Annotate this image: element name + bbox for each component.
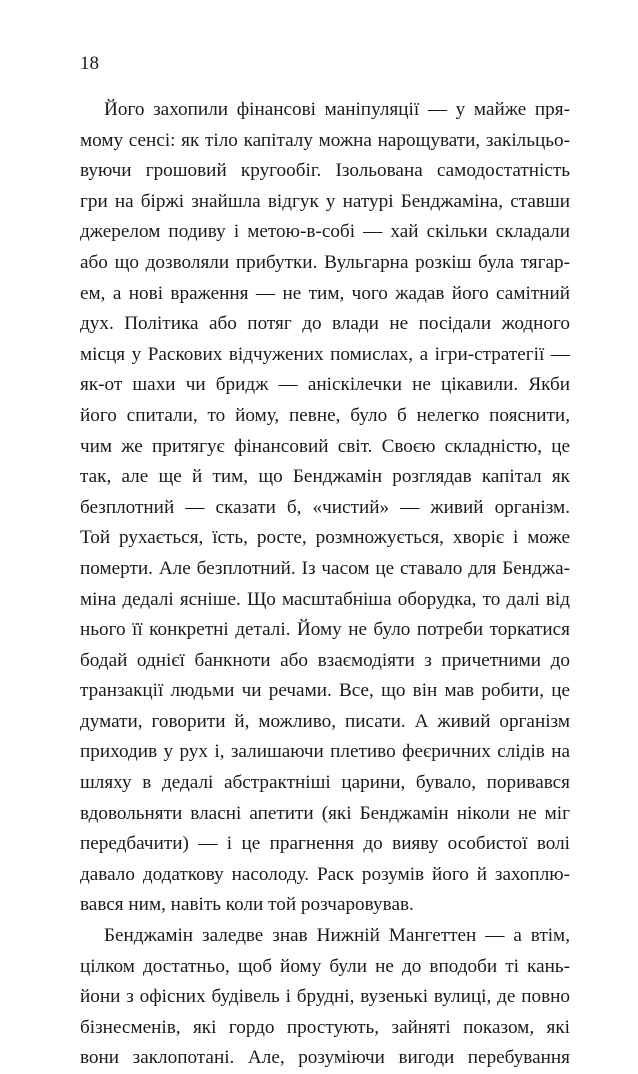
text-line: думати, говорити й, можливо, писати. А живий організм <box>80 710 570 732</box>
text-line: так, але ще й тим, що Бенджамін розглядав капітал як <box>80 466 570 488</box>
text-line: шляху в дедалі абстрактніші царини, бувало, поривався <box>80 772 570 794</box>
text-line: джерелом подиву і метою-в-собі — хай скільки складали <box>80 221 570 243</box>
text-line: гри на біржі знайшла відгук у натурі Бенджаміна, ставши <box>80 190 570 212</box>
paragraph <box>80 95 570 921</box>
paragraph <box>80 921 570 1074</box>
text-line: вався ним, навіть коли той розчаровував. <box>80 894 414 916</box>
text-line: бодай однієї банкноти або взаємодіяти з причетними до <box>80 649 570 671</box>
text-line: нього її конкретні деталі. Йому не було потреби торкатися <box>80 619 570 641</box>
text-line: давало додаткову насолоду. Раск розумів його й захоплю- <box>80 863 570 885</box>
text-line: передбачити) — і це прагнення до вияву особистої волі <box>80 833 570 855</box>
text-line: йони з офісних будівель і брудні, вузенькі вулиці, де повно <box>80 986 570 1008</box>
text-line: вони заклопотані. Але, розуміючи вигоди перебування <box>80 1047 570 1069</box>
text-line: померти. Але безплотний. Із часом це ставало для Бенджа- <box>80 557 570 579</box>
body-text <box>80 95 570 1074</box>
text-line: як-от шахи чи бридж — аніскілечки не цікавили. Якби <box>80 374 570 396</box>
text-line: транзакції людьми чи речами. Все, що він мав робити, це <box>80 680 570 702</box>
text-line: Той рухається, їсть, росте, розмножується, хворіє і може <box>80 527 570 549</box>
text-line: місця у Раскових відчужених помислах, а ігри-стратегії — <box>80 343 570 365</box>
text-line: дух. Політика або потяг до влади не посідали жодного <box>80 313 570 335</box>
text-line: вдовольняти власні апетити (які Бенджамін ніколи не міг <box>80 802 570 824</box>
text-line: Його захопили фінансові маніпуляції — у майже пря- <box>104 99 570 120</box>
text-line: Бенджамін заледве знав Нижній Мангеттен — а втім, <box>104 925 570 947</box>
text-line: ем, а нові враження — не тим, чого жадав його самітний <box>80 282 570 304</box>
page-number: 18 <box>80 53 99 74</box>
text-line: його спитали, то йому, певне, було б нелегко пояснити, <box>80 404 570 426</box>
text-line: цілком достатньо, щоб йому були не до вподоби ті кань- <box>80 955 570 977</box>
text-line: чим же притягує фінансовий світ. Своєю складністю, це <box>80 435 570 457</box>
text-line: бізнесменів, які гордо простують, зайняті показом, які <box>80 1016 570 1038</box>
text-line: міна дедалі ясніше. Що масштабніша оборудка, то далі від <box>80 588 570 610</box>
text-line: приходив у рух і, залишаючи плетиво феєричних слідів на <box>80 741 570 763</box>
text-line: вуючи грошовий кругообіг. Ізольована самодостатність <box>80 160 570 182</box>
text-line: безплотний — сказати б, «чистий» — живий організм. <box>80 496 570 518</box>
text-line: мому сенсі: як тіло капіталу можна нарощувати, закільцьо- <box>80 129 570 151</box>
text-line: або що дозволяли прибутки. Вульгарна розкіш була тягар- <box>80 251 570 273</box>
